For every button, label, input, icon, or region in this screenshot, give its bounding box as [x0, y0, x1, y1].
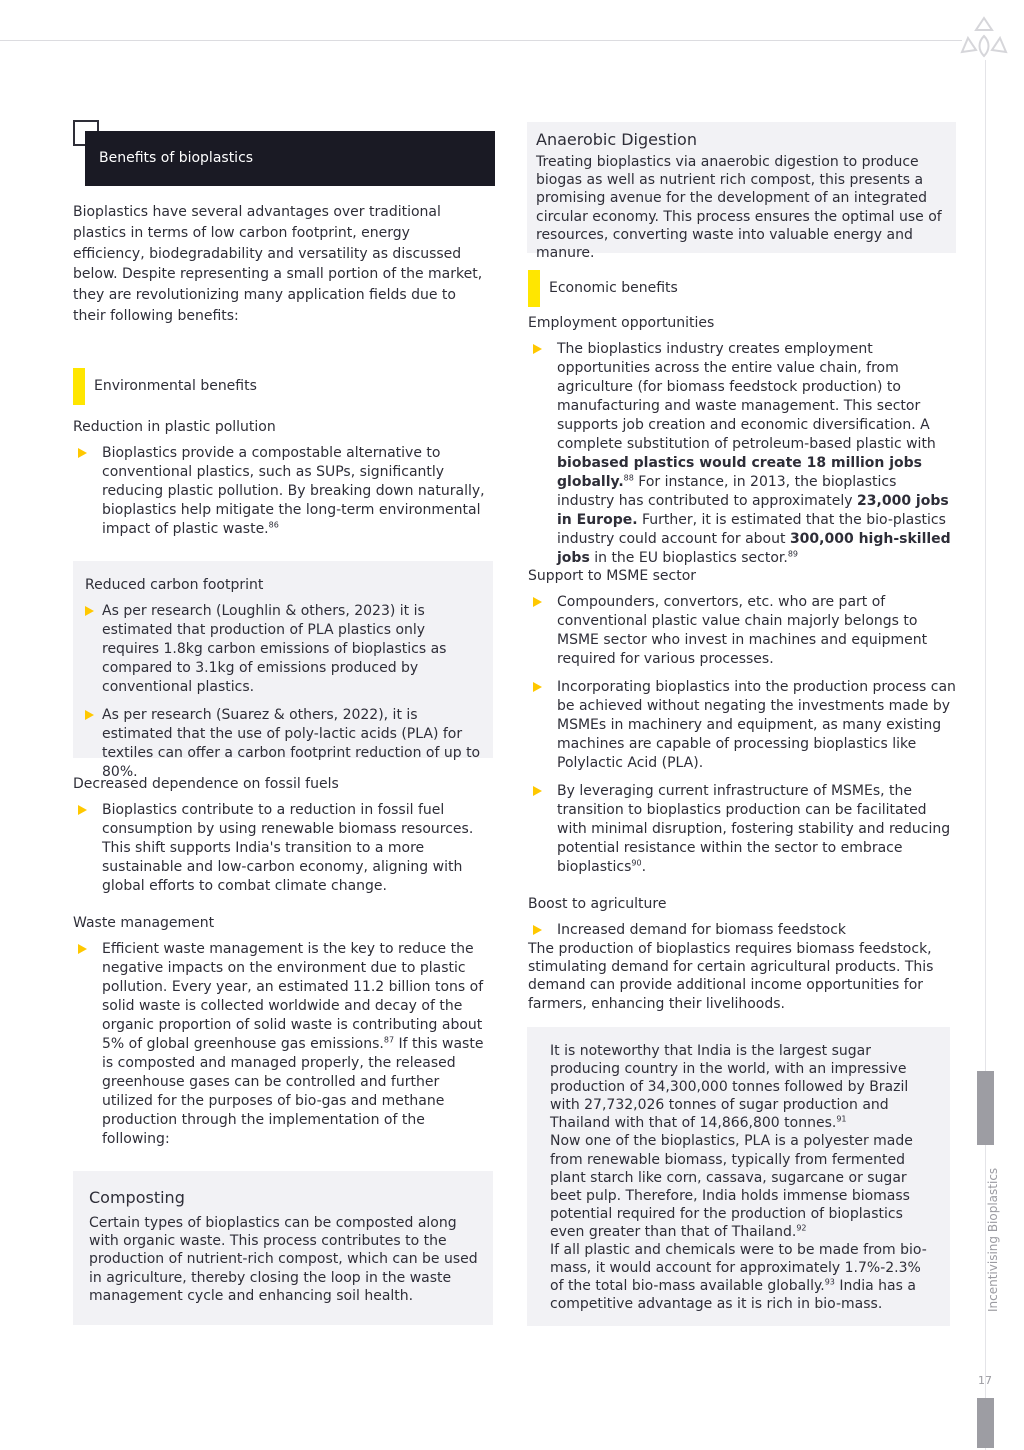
sugar-callout-panel: [527, 1027, 950, 1326]
section-header: [73, 120, 496, 187]
bullet-arrow-icon: [533, 597, 542, 607]
msme-block: [528, 567, 956, 886]
economic-heading: Economic benefits: [549, 280, 678, 296]
bullet-arrow-icon: [78, 448, 87, 458]
anaerobic-panel: [527, 122, 956, 262]
bullet-arrow-icon: [533, 786, 542, 796]
accent-bar: [528, 270, 540, 307]
list-item: As per research (Suarez & others, 2022), it is estimated that the use of poly-lactic acids (PLA) for textiles can offer a carbon footprint reduction of up to 80%.: [73, 706, 481, 782]
page-title: Benefits of bioplastics: [85, 131, 495, 186]
bullet-arrow-icon: [533, 925, 542, 935]
intro-paragraph: Bioplastics have several advantages over traditional plastics in terms of low carbon footprint, energy efficiency, biodegradability and versatility as discussed below. Despite representing a small portion of the market, they are revolutionizing many application fields due to their following benefits:: [73, 204, 483, 324]
bullet-arrow-icon: [533, 682, 542, 692]
environmental-heading: Environmental benefits: [94, 378, 257, 394]
callout-paragraph-1: It is noteworthy that India is the largest sugar producing country in the world, with an impressive production of 34,300,000 tonnes followed by Brazil with 27,732,026 tonnes of sugar production and Thailand with that of 14,866,800 tonnes.$^{91}$: [550, 1043, 909, 1132]
list-item: Bioplastics provide a compostable alternative to conventional plastics, such as SUPs, significantly reducing plastic pollution. By breaking down naturally, bioplastics help mitigate the long-term environmental impact of plastic waste.$^{86}$: [73, 444, 491, 539]
fossil-block: [73, 775, 493, 905]
employment-title: Employment opportunities: [528, 315, 715, 331]
list-item: By leveraging current infrastructure of MSMEs, the transition to bioplastics production can be facilitated with minimal disruption, fostering stability and reducing potential resistance within the sector to embrace bioplastics$^{90}$.: [528, 782, 956, 877]
side-tab-marker: [977, 1071, 994, 1145]
recycle-leaf-icon: [958, 14, 1010, 62]
pollution-block: [73, 418, 493, 548]
bullet-arrow-icon: [78, 944, 87, 954]
environmental-section-heading: [73, 368, 493, 405]
waste-block: [73, 914, 493, 1158]
carbon-footprint-panel: [73, 561, 493, 780]
composting-title: Composting: [89, 1188, 185, 1207]
agriculture-block: [528, 895, 956, 1013]
economic-section-heading: [528, 270, 956, 307]
anaerobic-title: Anaerobic Digestion: [536, 130, 697, 149]
list-item: Incorporating bioplastics into the production process can be achieved without negating the investments made by MSMEs in machinery and equipment, as many existing machines are capable of processing bioplastics like Polylactic Acid (PLA).: [528, 678, 956, 773]
footer-tab-marker: [977, 1398, 994, 1448]
bullet-arrow-icon: [85, 710, 94, 720]
accent-bar: [73, 368, 85, 405]
list-item: Compounders, convertors, etc. who are part of conventional plastic value chain majorly belongs to MSME sector who invest in machines and equipment required for various processes.: [528, 593, 956, 669]
list-item: Increased demand for biomass feedstock: [528, 921, 956, 940]
callout-paragraph-3: If all plastic and chemicals were to be made from bio-mass, it would account for approximately 1.7%-2.3% of the total bio-mass available globally.$^{93}$ India has a competitive advantage as it is rich in bio-mass.: [550, 1242, 927, 1313]
agriculture-text: The production of bioplastics requires biomass feedstock, stimulating demand for certain agricultural products. This demand can provide additional income opportunities for farmers, enhancing their livelihoods.: [528, 941, 934, 1012]
list-item: The bioplastics industry creates employment opportunities across the entire value chain, from agriculture (for biomass feedstock production) to manufacturing and waste management. This sector supports job creation and economic diversification. A complete substitution of petroleum-based plastic with biobased plastics would create 18 million jobs globally.$^{88}$ For instance, in 2013, the bioplastics industry has contributed to approximately 23,000 jobs in Europe. Further, it is estimated that the bio-plastics industry could account for about 300,000 high-skilled jobs in the EU bioplastics sector.$^{89}$: [528, 340, 956, 568]
anaerobic-text: Treating bioplastics via anaerobic digestion to produce biogas as well as nutrient rich compost, this presents a promising avenue for the development of an integrated circular economy. This process ensures the optimal use of resources, converting waste into valuable energy and manure.: [536, 154, 942, 262]
fossil-title: Decreased dependence on fossil fuels: [73, 776, 339, 792]
list-item: As per research (Loughlin & others, 2023) it is estimated that production of PLA plastics only requires 1.8kg carbon emissions of bioplastics as compared to 3.1kg of emissions produced by conventional plastics.: [73, 602, 481, 697]
composting-panel: [73, 1171, 493, 1325]
msme-title: Support to MSME sector: [528, 568, 697, 584]
bullet-arrow-icon: [78, 805, 87, 815]
agriculture-title: Boost to agriculture: [528, 896, 667, 912]
bullet-arrow-icon: [85, 606, 94, 616]
carbon-title: Reduced carbon footprint: [85, 577, 264, 593]
employment-block: [528, 314, 956, 577]
waste-title: Waste management: [73, 915, 215, 931]
callout-paragraph-2: Now one of the bioplastics, PLA is a polyester made from renewable biomass, typically from fermented plant starch like corn, cassava, sugarcane or sugar beet pulp. Therefore, India holds immense biomass potential required for the production of bioplastics even greater than that of Thailand.$^{92}$: [550, 1133, 913, 1240]
top-rule: [0, 40, 962, 41]
section-label: Incentivising Bioplastics: [986, 1167, 1000, 1312]
page-number: 17: [978, 1374, 992, 1387]
composting-text: Certain types of bioplastics can be composted along with organic waste. This process contributes to the production of nutrient-rich compost, which can be used in agriculture, thereby closing the loop in the waste management cycle and enhancing soil health.: [89, 1215, 478, 1304]
list-item: Bioplastics contribute to a reduction in fossil fuel consumption by using renewable biomass resources. This shift supports India's transition to a more sustainable and low-carbon economy, aligning with global efforts to combat climate change.: [73, 801, 491, 896]
pollution-title: Reduction in plastic pollution: [73, 419, 276, 435]
bullet-arrow-icon: [533, 344, 542, 354]
list-item: Efficient waste management is the key to reduce the negative impacts on the environment due to plastic pollution. Every year, an estimated 11.2 billion tons of solid waste is collected worldwide and decay of the organic proportion of solid waste is contributing about 5% of global greenhouse gas emissions.$^{87}$ If this waste is composted and managed properly, the released greenhouse gases can be controlled and further utilized for the purposes of bio-gas and methane production through the implementation of the following:: [73, 940, 491, 1149]
